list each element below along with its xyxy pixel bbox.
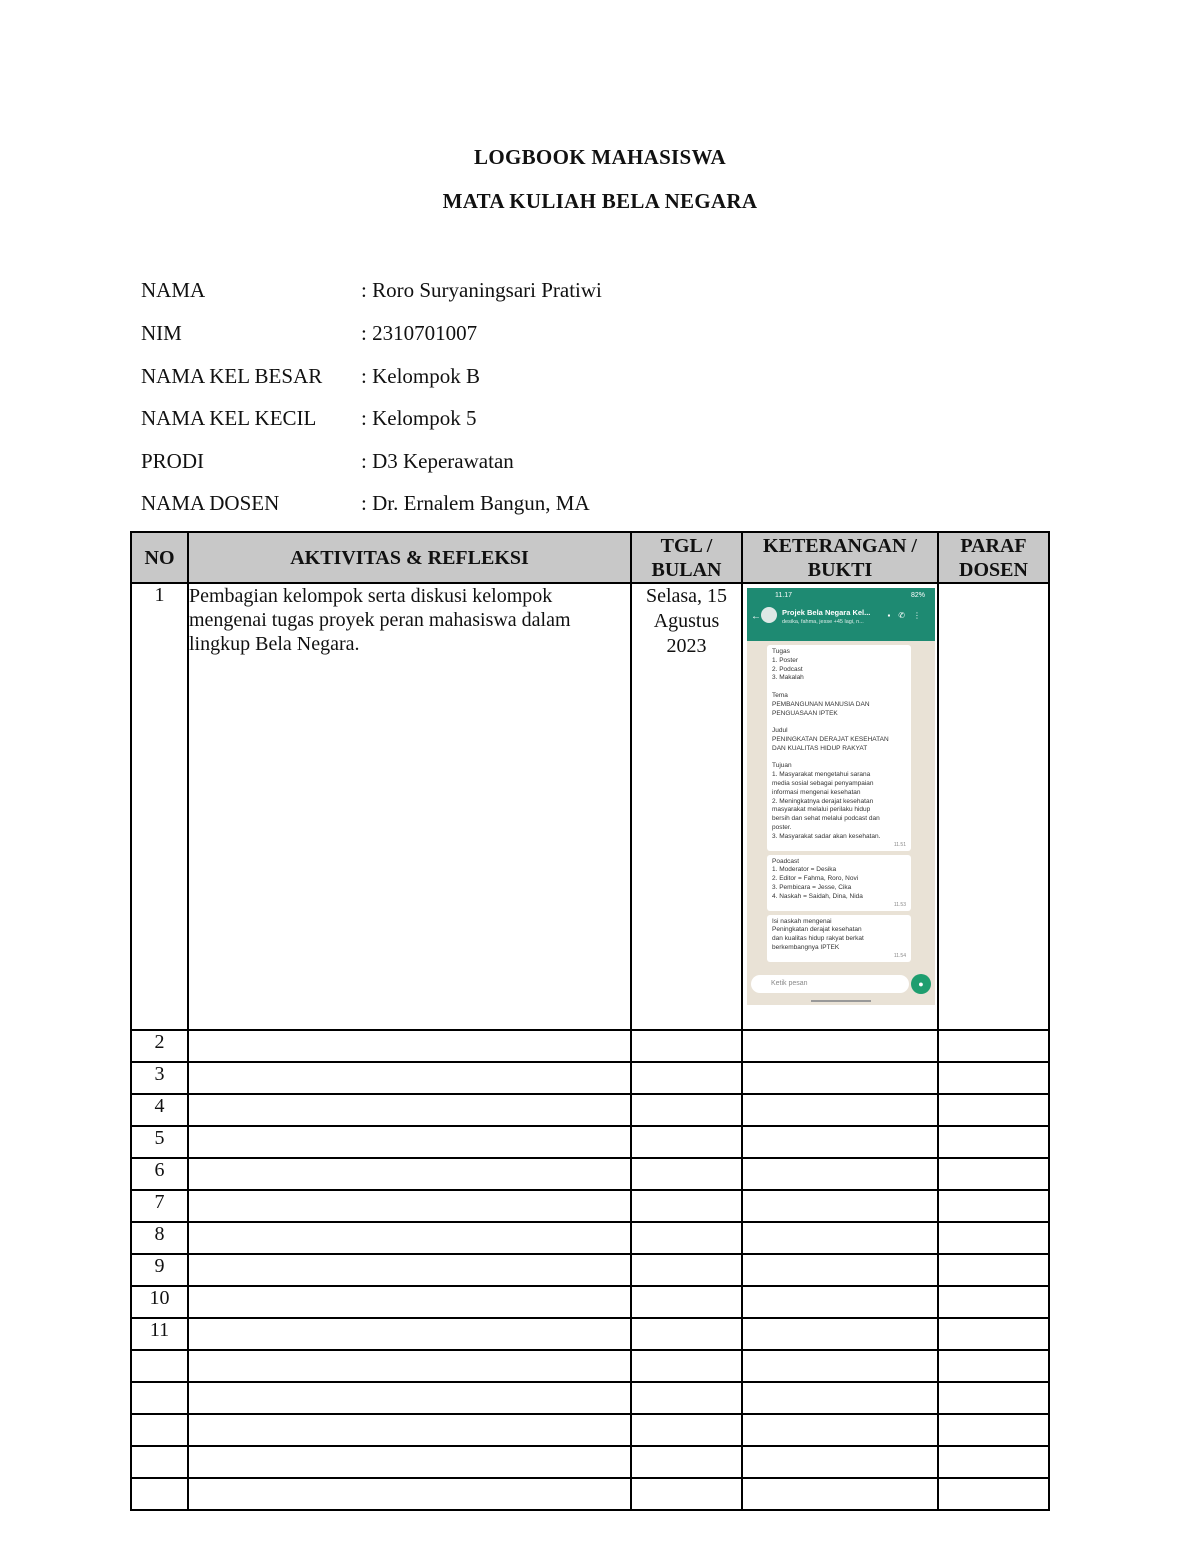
row-aktivitas xyxy=(188,1318,631,1350)
row-number: 9 xyxy=(131,1254,188,1286)
table-row xyxy=(131,1382,1049,1414)
row-paraf xyxy=(938,1190,1049,1222)
row-aktivitas: Pembagian kelompok serta diskusi kelompok mengenai tugas proyek peran mahasiswa dalam lingkup Bela Negara. xyxy=(188,583,631,1030)
battery-level: 82% xyxy=(910,592,925,599)
info-row-nama xyxy=(141,278,602,303)
call-icons: ▪✆⋮ xyxy=(887,611,929,620)
chat-message xyxy=(767,915,911,962)
table-row xyxy=(131,1446,1049,1478)
row-bukti xyxy=(742,1094,938,1126)
row-number: 8 xyxy=(131,1222,188,1254)
row-paraf xyxy=(938,1478,1049,1510)
group-avatar xyxy=(761,607,777,623)
row-number: 7 xyxy=(131,1190,188,1222)
row-bukti xyxy=(742,1414,938,1446)
logbook-table xyxy=(130,531,1050,1511)
message-text: Tugas 1. Poster 2. Podcast 3. Makalah Tema PEMBANGUNAN MANUSIA DAN PENGUASAAN IPTEK Judul PENINGKATAN DERAJAT KESEHATAN DAN KUALITAS HIDUP RAKYAT Tujuan 1. Masyarakat mengetahui sarana media sosial sebagai penyampaian informasi mengenai kesehatan 2. Meningkatnya derajat kesehatan masyarakat melalui perilaku hidup bersih dan sehat melalui podcast dan poster. 3. Masyarakat sadar akan kesehatan. xyxy=(772,648,889,840)
row-bukti xyxy=(742,1126,938,1158)
table-row xyxy=(131,1318,1049,1350)
row-paraf xyxy=(938,1350,1049,1382)
row-aktivitas xyxy=(188,1254,631,1286)
row-paraf xyxy=(938,1126,1049,1158)
header-paraf: PARAF DOSEN xyxy=(938,532,1049,583)
row-paraf xyxy=(938,1094,1049,1126)
header-keterangan: KETERANGAN / BUKTI xyxy=(742,532,938,583)
message-input: Ketik pesan xyxy=(751,975,909,993)
info-value: : Kelompok B xyxy=(361,364,480,388)
row-aktivitas xyxy=(188,1382,631,1414)
row-tanggal xyxy=(631,1478,742,1510)
info-row-prodi xyxy=(141,449,514,474)
row-tanggal xyxy=(631,1318,742,1350)
info-label: NAMA xyxy=(141,278,206,302)
row-number: 1 xyxy=(131,583,188,1030)
whatsapp-screenshot xyxy=(747,588,935,1005)
row-aktivitas xyxy=(188,1414,631,1446)
info-row-nim xyxy=(141,321,477,346)
row-tanggal xyxy=(631,1094,742,1126)
row-tanggal xyxy=(631,1126,742,1158)
info-value: : 2310701007 xyxy=(361,321,478,345)
status-bar xyxy=(775,592,925,599)
table-row xyxy=(131,1190,1049,1222)
row-number xyxy=(131,1446,188,1478)
chat-message xyxy=(767,645,911,851)
row-paraf xyxy=(938,1158,1049,1190)
info-label: NIM xyxy=(141,321,182,345)
document-title: LOGBOOK MAHASISWA xyxy=(474,145,726,169)
info-label: NAMA KEL BESAR xyxy=(141,364,323,388)
row-number xyxy=(131,1382,188,1414)
row-aktivitas xyxy=(188,1158,631,1190)
document-subtitle: MATA KULIAH BELA NEGARA xyxy=(442,189,758,213)
row-aktivitas xyxy=(188,1190,631,1222)
table-row xyxy=(131,1094,1049,1126)
row-paraf xyxy=(938,1286,1049,1318)
message-text: Poadcast 1. Moderator = Desika 2. Editor = Fahma, Roro, Novi 3. Pembicara = Jesse, Cika 4. Naskah = Saidah, Dina, Nida xyxy=(772,857,863,900)
row-number xyxy=(131,1478,188,1510)
table-row xyxy=(131,1030,1049,1062)
status-time: 11.17 xyxy=(775,592,792,599)
row-bukti xyxy=(742,1446,938,1478)
info-label: NAMA DOSEN xyxy=(141,491,280,515)
chat-message xyxy=(767,855,911,911)
header-tgl: TGL / BULAN xyxy=(631,532,742,583)
row-bukti xyxy=(742,1190,938,1222)
row-tanggal xyxy=(631,1254,742,1286)
info-value: : Roro Suryaningsari Pratiwi xyxy=(361,278,602,302)
row-bukti xyxy=(742,1350,938,1382)
row-bukti xyxy=(742,1254,938,1286)
row-bukti xyxy=(742,1382,938,1414)
table-row xyxy=(131,1414,1049,1446)
chat-members: desika, fahma, jesse +45 lagi, n... xyxy=(782,619,864,625)
row-paraf xyxy=(938,1382,1049,1414)
row-bukti xyxy=(742,1158,938,1190)
row-paraf xyxy=(938,1446,1049,1478)
chat-header xyxy=(747,588,935,641)
info-row-kel-kecil xyxy=(141,406,477,431)
table-header-row xyxy=(131,532,1049,583)
info-value: : Kelompok 5 xyxy=(361,406,477,430)
row-paraf xyxy=(938,1318,1049,1350)
info-value: : D3 Keperawatan xyxy=(361,449,514,473)
row-number: 11 xyxy=(131,1318,188,1350)
info-row-kel-besar xyxy=(141,364,480,389)
row-paraf xyxy=(938,1254,1049,1286)
row-paraf xyxy=(938,1062,1049,1094)
header-no: NO xyxy=(131,532,188,583)
table-row xyxy=(131,1286,1049,1318)
row-number: 2 xyxy=(131,1030,188,1062)
header-aktivitas: AKTIVITAS & REFLEKSI xyxy=(188,532,631,583)
info-row-dosen xyxy=(141,491,590,516)
row-tanggal xyxy=(631,1286,742,1318)
row-aktivitas xyxy=(188,1478,631,1510)
message-time: 11.54 xyxy=(893,952,906,959)
info-value: : Dr. Ernalem Bangun, MA xyxy=(361,491,590,515)
back-arrow-icon: ← xyxy=(751,611,761,622)
row-number xyxy=(131,1350,188,1382)
row-number: 5 xyxy=(131,1126,188,1158)
row-tanggal xyxy=(631,1222,742,1254)
table-row xyxy=(131,1350,1049,1382)
row-paraf xyxy=(938,1030,1049,1062)
row-tanggal: Selasa, 15 Agustus 2023 xyxy=(631,583,742,1030)
table-row xyxy=(131,1158,1049,1190)
row-tanggal xyxy=(631,1190,742,1222)
row-aktivitas xyxy=(188,1286,631,1318)
home-indicator xyxy=(811,1000,871,1002)
row-aktivitas xyxy=(188,1062,631,1094)
row-paraf xyxy=(938,583,1049,1030)
row-aktivitas xyxy=(188,1222,631,1254)
row-aktivitas xyxy=(188,1446,631,1478)
message-text: Isi naskah mengenai Peningkatan derajat kesehatan dan kualitas hidup rakyat berkat berkembangnya IPTEK xyxy=(772,917,864,951)
info-label: PRODI xyxy=(141,449,205,473)
table-row xyxy=(131,1478,1049,1510)
row-number: 10 xyxy=(131,1286,188,1318)
row-bukti xyxy=(742,1030,938,1062)
table-row xyxy=(131,1062,1049,1094)
table-row xyxy=(131,1254,1049,1286)
row-bukti xyxy=(742,1222,938,1254)
message-time: 11.51 xyxy=(893,841,906,848)
table-row xyxy=(131,1126,1049,1158)
row-aktivitas xyxy=(188,1094,631,1126)
row-tanggal xyxy=(631,1446,742,1478)
chat-title: Projek Bela Negara Kel... xyxy=(782,608,871,617)
row-aktivitas xyxy=(188,1350,631,1382)
row-bukti xyxy=(742,1478,938,1510)
row-paraf xyxy=(938,1222,1049,1254)
row-aktivitas xyxy=(188,1126,631,1158)
row-number: 3 xyxy=(131,1062,188,1094)
table-row xyxy=(131,583,1049,1030)
row-aktivitas xyxy=(188,1030,631,1062)
row-bukti xyxy=(742,1318,938,1350)
row-tanggal xyxy=(631,1030,742,1062)
row-tanggal xyxy=(631,1350,742,1382)
row-tanggal xyxy=(631,1382,742,1414)
row-bukti xyxy=(742,583,938,1030)
row-number: 4 xyxy=(131,1094,188,1126)
table-row xyxy=(131,1222,1049,1254)
info-label: NAMA KEL KECIL xyxy=(141,406,317,430)
row-tanggal xyxy=(631,1414,742,1446)
row-number xyxy=(131,1414,188,1446)
row-bukti xyxy=(742,1286,938,1318)
row-tanggal xyxy=(631,1062,742,1094)
row-tanggal xyxy=(631,1158,742,1190)
row-bukti xyxy=(742,1062,938,1094)
message-time: 11.53 xyxy=(893,901,906,908)
mic-icon: ● xyxy=(911,974,931,994)
row-paraf xyxy=(938,1414,1049,1446)
row-number: 6 xyxy=(131,1158,188,1190)
